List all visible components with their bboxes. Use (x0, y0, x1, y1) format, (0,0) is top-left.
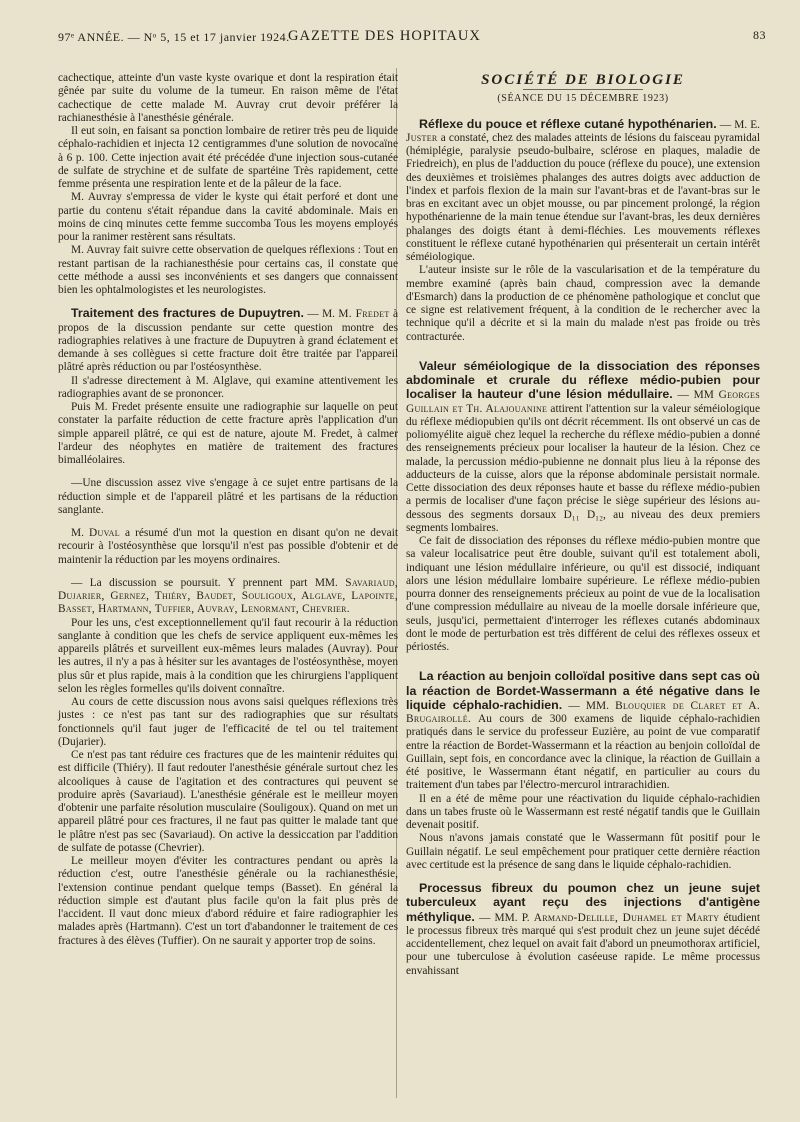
paragraph: cachectique, atteinte d'un vaste kyste ovarique et dont la respiration était gênée par suite du volume de la tumeur. En raison même de l'état cachectique de cette malade M. Auvray crut devoir préférer la rachianesthésie à l'anesthésie générale. (58, 72, 398, 124)
article-title: La réaction au benjoin colloïdal positive dans sept cas où la réaction de Bordet-Wassermann a été négative dans le liquide céphalo-rachidien. (406, 669, 760, 712)
text: — La discussion se poursuit. Y prennent part MM. (71, 576, 346, 589)
paragraph: Puis M. Fredet présente ensuite une radiographie sur laquelle on peut constater la parfaite réduction de cette fracture après l'application d'un simple appareil plâtré, ce qui est de nature, ajoute M. Fredet, à calmer l'ardeur des néophytes en matière de traitement des fractures bimalléolaires. (58, 401, 398, 466)
text: — M. E. (716, 118, 760, 131)
paragraph: Il en a été de même pour une réactivation du liquide céphalo-rachidien dans un tabes fruste où le Wassermann est resté négatif tandis que le Guillain devenait positif. (406, 792, 760, 831)
article-text: étudient le processus fibreux très marqué qui s'est produit chez un jeune sujet décédé accidentellement, chez lequel on avait fait d'abord un pneumothorax artificiel, pour une tuberculose à évolution caséeuse rapide. Le même processus envahissant (406, 911, 760, 977)
article-reflexe-pouce (406, 118, 760, 265)
article-text: Au cours de 300 examens de liquide céphalo-rachidien pratiqués dans le service du professeur Euzière, au point de vue comparatif entre la réaction de Bordet-Wassermann et la réaction au benjoin colloïdal de Guillain, sept fois, en concordance avec la clinique, la réaction de Guillain a été positive, le Wassermann étant négatif, en particulier au cours du traitement d'un tabes par l'électro-mercurol intrarachidien. (406, 713, 760, 792)
paragraph: —Une discussion assez vive s'engage à ce sujet entre partisans de la réduction simple et de l'appareil plâtré et les partisans de la réduction sanglante. (58, 477, 398, 516)
paragraph: Ce fait de dissociation des réponses du réflexe médio-pubien montre que sa valeur localisatrice peut être double, suivant qu'il est totalement aboli, indiquant une lésion médullaire inférieure, ou qu'il est dissocié, indiquant alors une lésion médullaire lombaire supérieure. Le réflexe médio-pubien pourra donner des renseignements précieux au point de vue de la localisation d'une compression médullaire au niveau de la moelle dorsale inférieure que, seuls, jusqu'ici, permettaient d'interroger les réflexes cutanés abdominaux dont le mode de perturbation est très différent de celui des réflexes osseux et périostés. (406, 535, 760, 653)
left-column (58, 72, 398, 948)
article-processus-fibreux (406, 882, 760, 978)
article-benjoin (406, 670, 760, 792)
section-rule (523, 89, 643, 90)
paragraph: Au cours de cette discussion nous avons saisi quelques réflexions très justes : ce n'est pas tant sur des radiographies que sur résultats fonctionnels qu'il faut juger de l'efficacité de tel ou tel traitement (Dujarier). (58, 696, 398, 748)
author-name: Duval (89, 527, 120, 539)
paragraph: Le meilleur moyen d'éviter les contractures pendant ou après la réduction c'est, outre l'anesthésie générale ou la rachianesthésie, l'extension continue pendant quelque temps (Basset). En général la réduction simple est d'autant plus facile qu'on la fait plus près de l'accident. Il vaut donc mieux d'abord réduire et faire radiographier les malades après (Hartmann). C'est un tort d'abandonner le traitement de ces fractures à des élèves (Tuffier). On ne saurait y apporter trop de soins. (58, 855, 398, 947)
paragraph: L'auteur insiste sur le rôle de la vascularisation et de la température du membre examiné (après bain chaud, compression avec la demande d'Esmarch) dans la production de ce phénomène pathologique et conclut que ce signe est relativement fréquent, à la condition de le rechercher avec la technique qu'il a décrite et si la main du malade n'est pas froide ou très contracturée. (406, 264, 760, 343)
spacer (406, 344, 760, 360)
author-name: Juster (406, 131, 438, 144)
paragraph-participants (58, 577, 398, 617)
participant-names: Savariaud, Dujarier, Gernez, Thiéry, Baudet, Souligoux, Alglave, Lapointe, Basset, Hartmann, Tuffier, Auvray, Lenormant, Chevrier. (58, 576, 398, 616)
text: — MM (672, 389, 719, 402)
article-fractures: Traitement des fractures de Dupuytren. — M. M. Fredet à propos de la discussion pendante sur cette question montre des radiographies relatives à une fracture de Dupuytren à grand éclatement et demande à ses collègues si cette fracture doit être traitée par l'appareil plâtré après réduction ou par l'ostéosynthèse. (58, 306, 398, 374)
article-title: Traitement des fractures de Dupuytren. (71, 306, 304, 321)
article-text: attirent l'attention sur la valeur séméiologique du réflexe médiopubien qu'ils ont décrit récemment. Ils ont observé un cas de poliomyélite aiguë chez lequel la recherche du réflexe médio-pubien a donné des renseignements précieux pour localiser la hauteur de la lésion. Chez ce malade, la percussion médio-pubienne ne donnait plus lieu à la réponse des adducteurs de la cuisse, alors que la réponse abdominale persistait normale. Cette dissociation des deux réponses haute et basse du réflexe médio-pubien a permis de localiser d'une façon précise le siège supérieur des lésions au-dessous des segments dorsaux D₁₁ D₁₂, au niveau des deux premiers segments lombaires. (406, 402, 760, 534)
article-reflexe-medio-pubien (406, 360, 760, 535)
paragraph: Ce n'est pas tant réduire ces fractures que de les maintenir réduites qui est difficile (Thiéry). Il faut redouter l'anesthésie générale surtout chez les alcooliques à cause de l'agitation et des contractures qui peuvent se produire après (Savariaud). L'anesthésie générale est le meilleur moyen d'obtenir une parfaite résolution musculaire (Souligoux). Quand on met un appareil plâtré pour ces fractures, il ne faut pas quitter le malade tant que le plâtre n'est pas sec (Savariaud). On active la dessiccation par l'addition de sulfate de potasse (Chevrier). (58, 749, 398, 854)
article-title: Valeur séméiologique de la dissociation des réponses abdominale et crurale du réflexe médio-pubien pour localiser la hauteur d'une lésion médullaire. (406, 358, 760, 402)
journal-title: GAZETTE DES HOPITAUX (288, 28, 481, 44)
article-text: a constaté, chez des malades atteints de lésions du faisceau pyramidal (hémiplégie, paralysie pseudo-bulbaire, sclérose en plaques, maladie de Friedreich), en plus de l'adduction du pouce (réflexe du pouce), une extension des deuxièmes et troisièmes phalanges des autres doigts avec adduction de l'index et parfois flexion de la main sur l'avant-bras et de l'avant-bras sur le bras en excitant avec un objet mousse, ou par pincement prolongé, la région hypothénarienne de la main tenue étendue sur l'avant-bras, les deux dernières phalanges des doigts étant à demi-fléchies. Les mouvements réflexes constituent le réflexe cutané hypothénarien qui présenterait un certain intérêt séméiologique. (406, 131, 760, 263)
paragraph: M. Auvray fait suivre cette observation de quelques réflexions : Tout en restant partisan de la rachianesthésie pour certains cas, il constate que cette méthode a aussi ses inconvénients et ses dangers que connaissent bien les ophtalmologistes et les neurologistes. (58, 244, 398, 296)
paragraph: Pour les uns, c'est exceptionnellement qu'il faut recourir à la réduction sanglante à condition que les chefs de service appliquent eux-mêmes les appareils plâtrés et surveillent eux-mêmes leurs malades (Auvray). Pour les autres, il n'y a pas à hésiter sur les avantages de l'ostéosynthèse, moyen plus sûr et plus rapide, mais à la condition que les chirurgiens l'appliquent selon les règles formelles qu'ils doivent connaître. (58, 616, 398, 695)
author-name: Armand-Delille, Duhamel et Marty (533, 911, 720, 924)
author-name: Georges Guillain et Th. Alajouanine (406, 389, 760, 415)
page-number: 83 (753, 28, 766, 42)
running-head (58, 26, 772, 48)
spacer (406, 654, 760, 670)
section-date: (SÉANCE DU 15 DÉCEMBRE 1923) (497, 93, 669, 105)
text: M. (71, 527, 90, 539)
spacer (58, 567, 398, 577)
section-title: SOCIÉTÉ DE BIOLOGIE (481, 72, 685, 88)
text: — MM. (562, 699, 616, 712)
article-text: à propos de la discussion pendante sur cette question montre des radiographies relatives à une fracture de Dupuytren à grand éclatement et demande à ses collègues si cette fracture doit être traitée par l'appareil plâtré après réduction ou par l'ostéosynthèse. (58, 308, 398, 374)
author-name: M. Fredet (338, 308, 390, 321)
paragraph: M. Auvray s'empressa de vider le kyste qui était perforé et dont une partie du contenu s'était répandue dans la cavité abdominale. Mais en moins de cinq minutes cette femme succomba Tous les moyens employés pour la ranimer restèrent sans résultats. (58, 191, 398, 243)
text: — MM. P. (474, 911, 534, 924)
right-column (406, 72, 760, 978)
spacer (58, 467, 398, 477)
author-name: Blouquier de Claret et A. Brugairollé. (406, 699, 760, 725)
paragraph: Il eut soin, en faisant sa ponction lombaire de retirer très peu de liquide céphalo-rachidien et injecta 12 centigrammes d'une solution de novocaïne à 6 p. 100. Cette injection avait été précédée d'une injection sous-cutanée de sulfate de strychine et de sulfate de spartéine Très rapidement, cette femme présenta une respiration lente et de la pâleur de la face. (58, 125, 398, 190)
paragraph: Nous n'avons jamais constaté que le Wassermann fût positif pour le Guillain négatif. Le seul empêchement pour pratiquer cette dernière réaction avec certitude est la présence de sang dans le liquide céphalo-rachidien. (406, 832, 760, 871)
article-title: Réflexe du pouce et réflexe cutané hypothénarien. (419, 116, 717, 131)
paragraph-duval (58, 527, 398, 567)
paragraph: Il s'adresse directement à M. Alglave, qui examine attentivement les radiographies avant de se prononcer. (58, 374, 398, 400)
text: a résumé d'un mot la question en disant qu'on ne devait recourir à l'ostéosynthèse que lorsqu'il n'est pas possible d'obtenir et de maintenir la réduction par les moyens ordinaires. (58, 527, 398, 566)
issue-line: 97ᵉ ANNÉE. — Nᵒ 5, 15 et 17 janvier 1924. (58, 30, 290, 44)
article-title: Processus fibreux du poumon chez un jeune sujet tuberculeux ayant reçu des injections d'antigène méthylique. (406, 881, 760, 924)
spacer (58, 517, 398, 527)
